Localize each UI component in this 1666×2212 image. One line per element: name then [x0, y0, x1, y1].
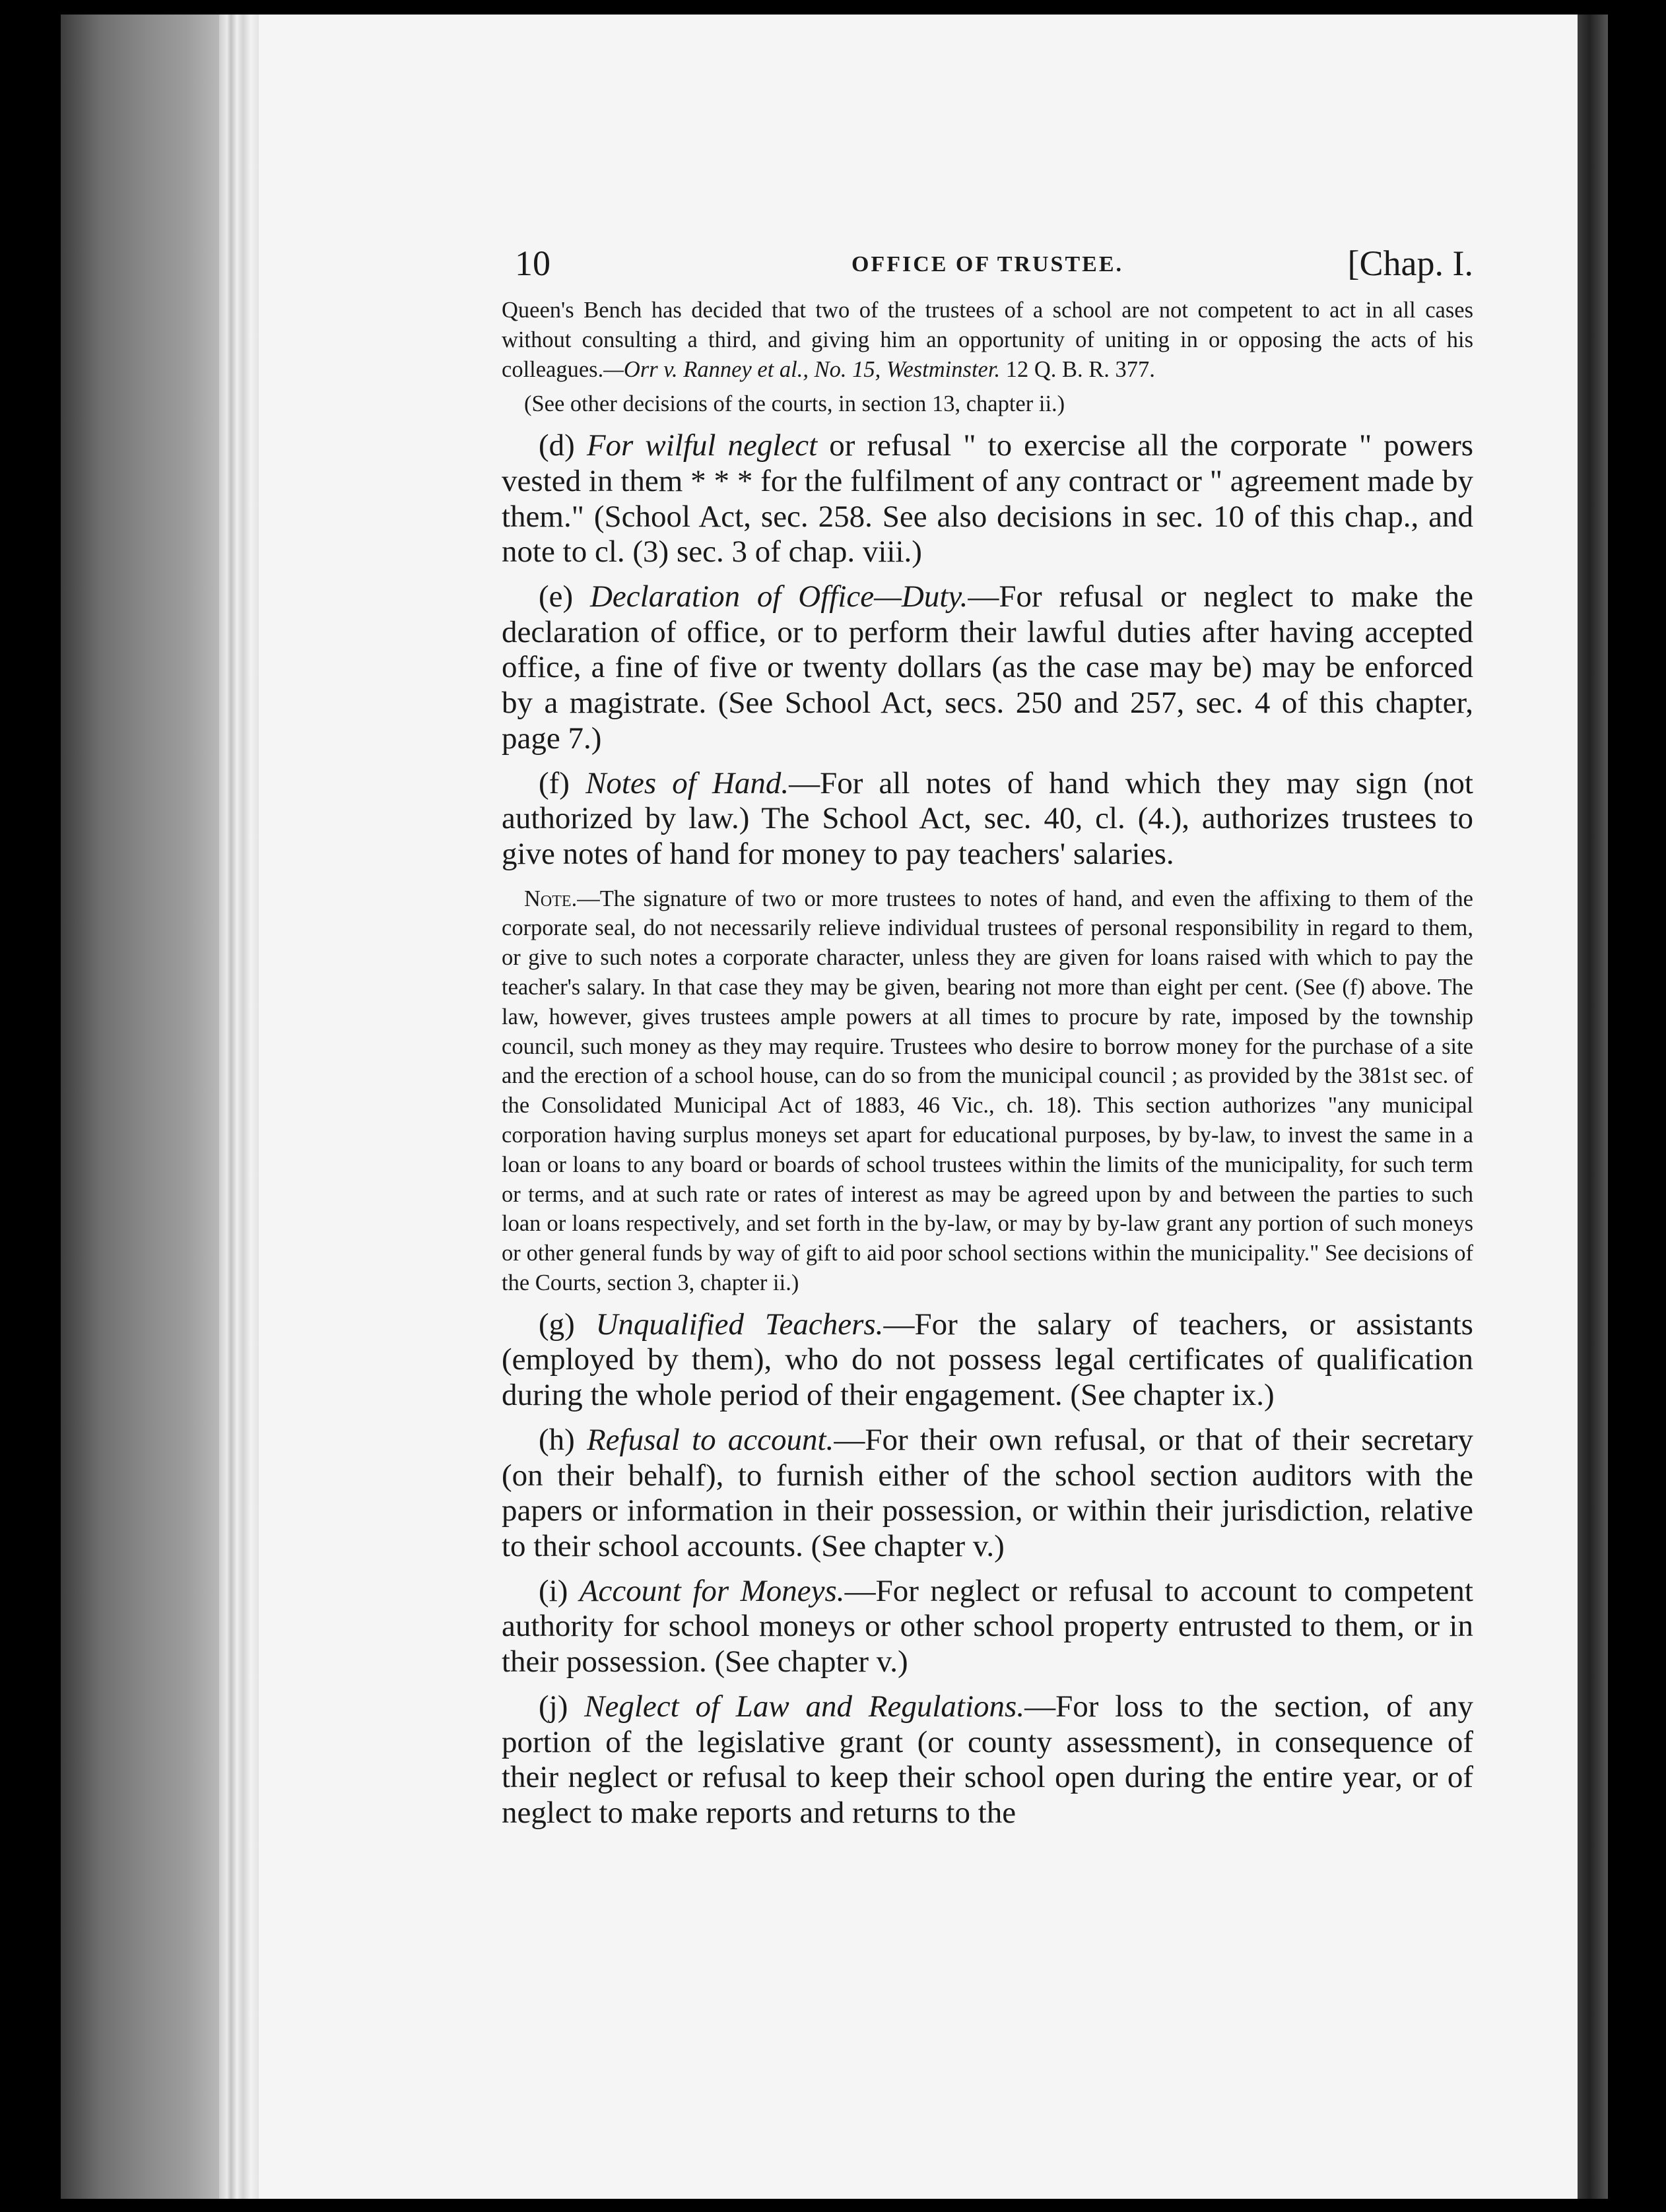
clause-text: —For neglect or refusal to account to competent authority for school moneys or other school property entrusted to them, or in their possession. (See chapter v.) — [502, 1573, 1473, 1679]
clause-f — [502, 766, 1473, 872]
clause-i — [502, 1574, 1473, 1680]
opening-paragraph — [502, 296, 1473, 384]
see-other-decisions: (See other decisions of the courts, in section 13, chapter ii.) — [524, 391, 1065, 417]
clause-text: —For refusal or neglect to make the declaration of office, or to perform their lawful duties after having accepted office, a fine of five or twenty dollars (as the case may be) may be enforced by a magistrate. (See School Act, secs. 250 and 257, sec. 4 of this chapter, page 7.) — [502, 579, 1473, 756]
page-number: 10 — [515, 244, 550, 283]
clause-e — [502, 579, 1473, 757]
case-citation: —Orr v. Ranney et al., No. 15, Westminster. — [603, 356, 1001, 382]
clause-d — [502, 428, 1473, 570]
clause-heading: Refusal to account. — [586, 1422, 834, 1457]
clause-heading: Neglect of Law and Regulations. — [584, 1689, 1025, 1724]
page-edges — [219, 15, 259, 2199]
clause-marker: (g) — [539, 1307, 596, 1342]
running-head — [502, 243, 1473, 296]
clause-g — [502, 1307, 1473, 1414]
clause-marker: (f) — [539, 765, 586, 800]
case-reference: 12 Q. B. R. 377. — [1000, 356, 1155, 382]
clause-h — [502, 1423, 1473, 1565]
clause-marker: (e) — [539, 579, 590, 614]
chapter-label: [Chap. I. — [1347, 244, 1473, 283]
clause-text: —For all notes of hand which they may sign (not authorized by law.) The School Act, sec. 40, cl. (4.), authorizes trustees to give notes of hand for money to pay teachers' salaries. — [502, 765, 1473, 871]
note-text: —The signature of two or more trustees to notes of hand, and even the affixing to them of the corporate seal, do not necessarily relieve individual trustees of personal responsibility in regard to them, or give to such notes a corporate character, unless they are given for loans raised with which to pay the teacher's salary. In that case they may be given, bearing not more than eight per cent. (See (f) above. The law, however, gives trustees ample powers at all times to procure by rate, imposed by the township council, such money as they may require. Trustees who desire to borrow money for the purchase of a site and the erection of a school house, can do so from the municipal council ; as provided by the 381st sec. of the Consolidated Municipal Act of 1883, 46 Vic., ch. 18). This section authorizes "any municipal corporation having surplus moneys set apart for educational purposes, by by-law, to invest the same in a loan or loans to any board or boards of school trustees within the limits of the municipality, for such term or terms, and at such rate or rates of interest as may be agreed upon by and between the parties to such loan or loans respectively, and set forth in the by-law, or may by by-law grant any portion of such moneys or other general funds by way of gift to aid poor school sections within the municipality." See decisions of the Courts, section 3, chapter ii.) — [502, 886, 1473, 1295]
opening-text: Queen's Bench has decided that two of the trustees of a school are not competent to act in all cases without consulting a third, and giving him an opportunity of uniting in or opposing the acts of his colleagues. — [502, 298, 1473, 382]
clause-marker: (i) — [539, 1573, 580, 1608]
clause-heading: For wilful neglect — [586, 428, 818, 463]
clause-text: —For their own refusal, or that of their secretary (on their behalf), to furnish either of the school section auditors with the papers or information in their possession, or within their jurisdiction, relative to their school accounts. (See chapter v.) — [502, 1422, 1473, 1563]
clause-heading: Account for Moneys. — [579, 1573, 845, 1608]
clause-j — [502, 1689, 1473, 1831]
clause-marker: (j) — [539, 1689, 585, 1724]
clause-text: —For loss to the section, of any portion of the legislative grant (or county assessment), in consequence of their neglect or refusal to keep their school open during the entire year, or of neglect to make reports and returns to the — [502, 1689, 1473, 1830]
clause-marker: (d) — [539, 428, 587, 463]
clause-heading: Declaration of Office—Duty. — [589, 579, 968, 614]
note-label: Note. — [524, 886, 578, 911]
page-content — [502, 243, 1473, 1831]
running-title: OFFICE OF TRUSTEE. — [851, 252, 1123, 276]
clause-heading: Notes of Hand. — [585, 765, 789, 800]
clause-text: —For the salary of teachers, or assistants (employed by them), who do not possess legal certificates of qualification during the whole period of their engagement. (See chapter ix.) — [502, 1307, 1473, 1413]
clause-text: or refusal " to exercise all the corporate " powers vested in them * * * for the fulfilment of any contract or " agreement made by them." (School Act, sec. 258. See also decisions in sec. 10 of this chap., and note to cl. (3) sec. 3 of chap. viii.) — [502, 428, 1474, 569]
book-spine — [61, 15, 219, 2199]
note-paragraph — [502, 884, 1473, 1298]
clause-marker: (h) — [539, 1422, 587, 1457]
right-scan-border — [1578, 15, 1608, 2199]
clause-heading: Unqualified Teachers. — [595, 1307, 884, 1342]
